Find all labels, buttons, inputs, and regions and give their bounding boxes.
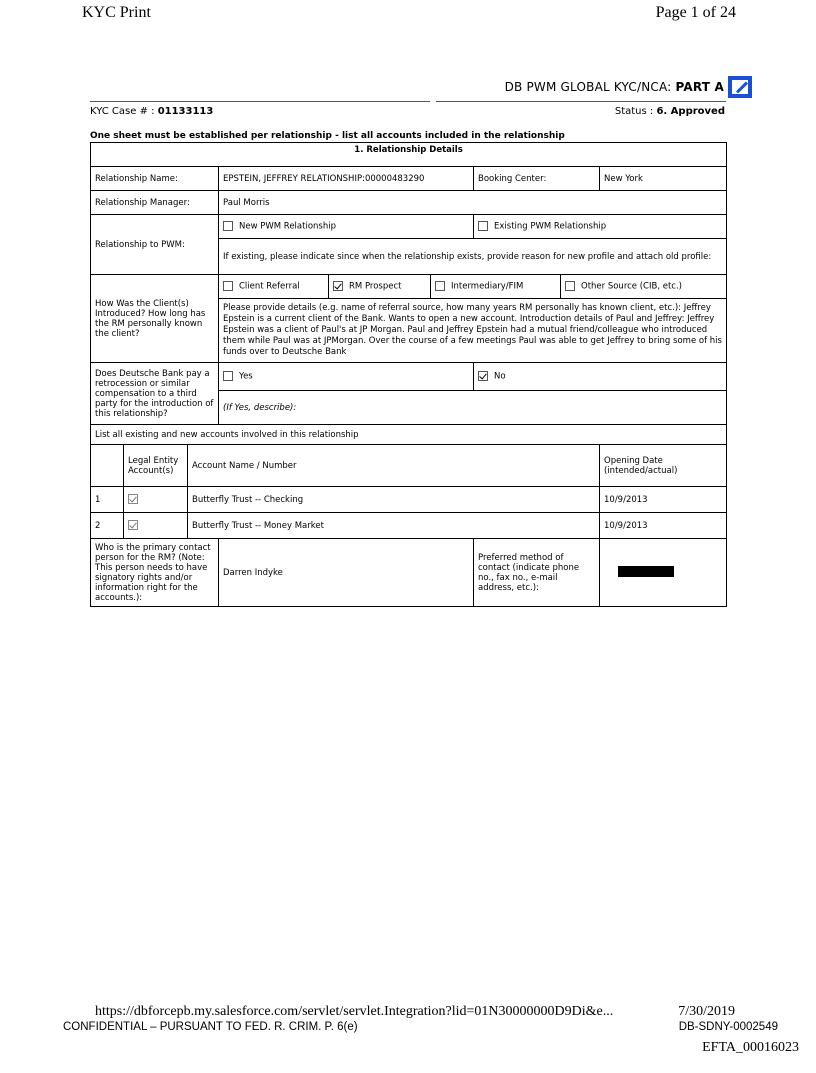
relationship-name-label: Relationship Name:: [91, 167, 219, 191]
booking-center-label: Booking Center:: [474, 167, 600, 191]
checkbox-icon[interactable]: [223, 371, 233, 381]
case-label: KYC Case # :: [90, 106, 158, 117]
primary-contact-question: Who is the primary contact person for the RM? (Note: This person needs to have signatory rights and/or information right for the accounts.):: [91, 539, 219, 607]
compensation-yes-option[interactable]: [219, 363, 474, 391]
legal-entity-cell: [124, 513, 188, 539]
status-value: 6. Approved: [656, 106, 725, 117]
opening-date-header: Opening Date (intended/actual): [600, 445, 727, 487]
checkbox-checked-icon[interactable]: [128, 494, 138, 504]
booking-center-value: New York: [600, 167, 727, 191]
relationship-to-pwm-label: Relationship to PWM:: [91, 215, 219, 275]
relationship-manager-label: Relationship Manager:: [91, 191, 219, 215]
compensation-question: Does Deutsche Bank pay a retrocession or similar compensation to a third party for the introduction of this relationship?: [91, 363, 219, 425]
option-label: No: [494, 371, 506, 382]
checkbox-icon[interactable]: [435, 281, 445, 291]
option-label: RM Prospect: [349, 281, 402, 292]
contact-method-label: Preferred method of contact (indicate phone no., fax no., e-mail address, etc.):: [474, 539, 600, 607]
sheet-note: One sheet must be established per relationship - list all accounts included in the relationship: [90, 131, 565, 141]
option-label: Yes: [239, 371, 253, 382]
account-name-header: Account Name / Number: [188, 445, 600, 487]
footer-date: 7/30/2019: [678, 1004, 735, 1019]
relationship-name-value: EPSTEIN, JEFFREY RELATIONSHIP:00000483290: [219, 167, 474, 191]
confidential-notice: CONFIDENTIAL – PURSUANT TO FED. R. CRIM. P. 6(e): [63, 1021, 358, 1033]
status: [615, 106, 725, 117]
footer-url: https://dbforcepb.my.salesforce.com/servlet/servlet.Integration?lid=01N30000000D9Di&e...: [95, 1004, 614, 1019]
primary-contact-name: Darren Indyke: [219, 539, 474, 607]
option-label: Existing PWM Relationship: [494, 221, 607, 232]
title-prefix: DB PWM GLOBAL KYC/NCA:: [504, 80, 676, 94]
status-label: Status :: [614, 106, 657, 117]
checkbox-icon[interactable]: [223, 281, 233, 291]
account-num-header: [91, 445, 124, 487]
compensation-no-option[interactable]: [474, 363, 727, 391]
checkbox-checked-icon[interactable]: [333, 281, 343, 291]
legal-entity-cell: [124, 487, 188, 513]
checkbox-checked-icon[interactable]: [128, 520, 138, 530]
deutsche-bank-logo-icon: [728, 76, 752, 98]
case-value: 01133113: [157, 106, 214, 117]
kyc-case-number: [90, 106, 213, 117]
contact-method-value: [600, 539, 727, 607]
title-part: PART A: [675, 80, 724, 94]
header-divider: [90, 101, 726, 102]
option-label: New PWM Relationship: [239, 221, 336, 232]
document-title: [505, 80, 724, 94]
introduction-details: Please provide details (e.g. name of referral source, how many years RM personally has known client, etc.): Jeffrey Epstein is a current client of the Bank. Wants to open a new account. Introduction details of Paul and Jeffrey: Jeffrey Epstein was a client of Paul's at JP Morgan. Paul and Jeffrey Epstein had a mutual friend/colleague who introduced them while Paul was at JPMorgan. Over the course of a few meetings Paul was able to get Jeffrey to bring some of his funds over to Deutsche Bank: [219, 299, 727, 363]
account-num: 1: [91, 487, 124, 513]
existing-relationship-note: If existing, please indicate since when the relationship exists, provide reason for new profile and attach old profile:: [219, 239, 727, 275]
account-name: Butterfly Trust -- Money Market: [188, 513, 600, 539]
table-row: [91, 487, 727, 513]
checkbox-icon[interactable]: [565, 281, 575, 291]
page-number: Page 1 of 24: [655, 4, 736, 21]
account-name: Butterfly Trust -- Checking: [188, 487, 600, 513]
opening-date: 10/9/2013: [600, 487, 727, 513]
relationship-manager-value: Paul Morris: [219, 191, 727, 215]
page-header-left: KYC Print: [82, 4, 151, 21]
redaction-block: [618, 566, 674, 577]
bates-number: DB-SDNY-0002549: [678, 1021, 778, 1033]
option-label: Client Referral: [239, 281, 300, 292]
introduction-question: How Was the Client(s) Introduced? How long has the RM personally known the client?: [91, 275, 219, 363]
checkbox-checked-icon[interactable]: [478, 371, 488, 381]
checkbox-icon[interactable]: [223, 221, 233, 231]
compensation-describe: (If Yes, describe):: [219, 391, 727, 425]
new-pwm-relationship-option[interactable]: [219, 215, 474, 239]
efta-number: EFTA_00016023: [702, 1040, 799, 1055]
option-intermediary[interactable]: [431, 275, 561, 299]
existing-pwm-relationship-option[interactable]: [474, 215, 727, 239]
legal-entity-header: Legal Entity Account(s): [124, 445, 188, 487]
option-rm-prospect[interactable]: [329, 275, 431, 299]
relationship-details-table: [90, 142, 727, 607]
table-row: [91, 513, 727, 539]
opening-date: 10/9/2013: [600, 513, 727, 539]
accounts-intro: List all existing and new accounts involved in this relationship: [91, 425, 727, 445]
option-label: Other Source (CIB, etc.): [581, 281, 682, 292]
section-title: 1. Relationship Details: [91, 143, 727, 167]
option-other-source[interactable]: [561, 275, 727, 299]
option-client-referral[interactable]: [219, 275, 329, 299]
checkbox-icon[interactable]: [478, 221, 488, 231]
option-label: Intermediary/FIM: [451, 281, 524, 292]
account-num: 2: [91, 513, 124, 539]
